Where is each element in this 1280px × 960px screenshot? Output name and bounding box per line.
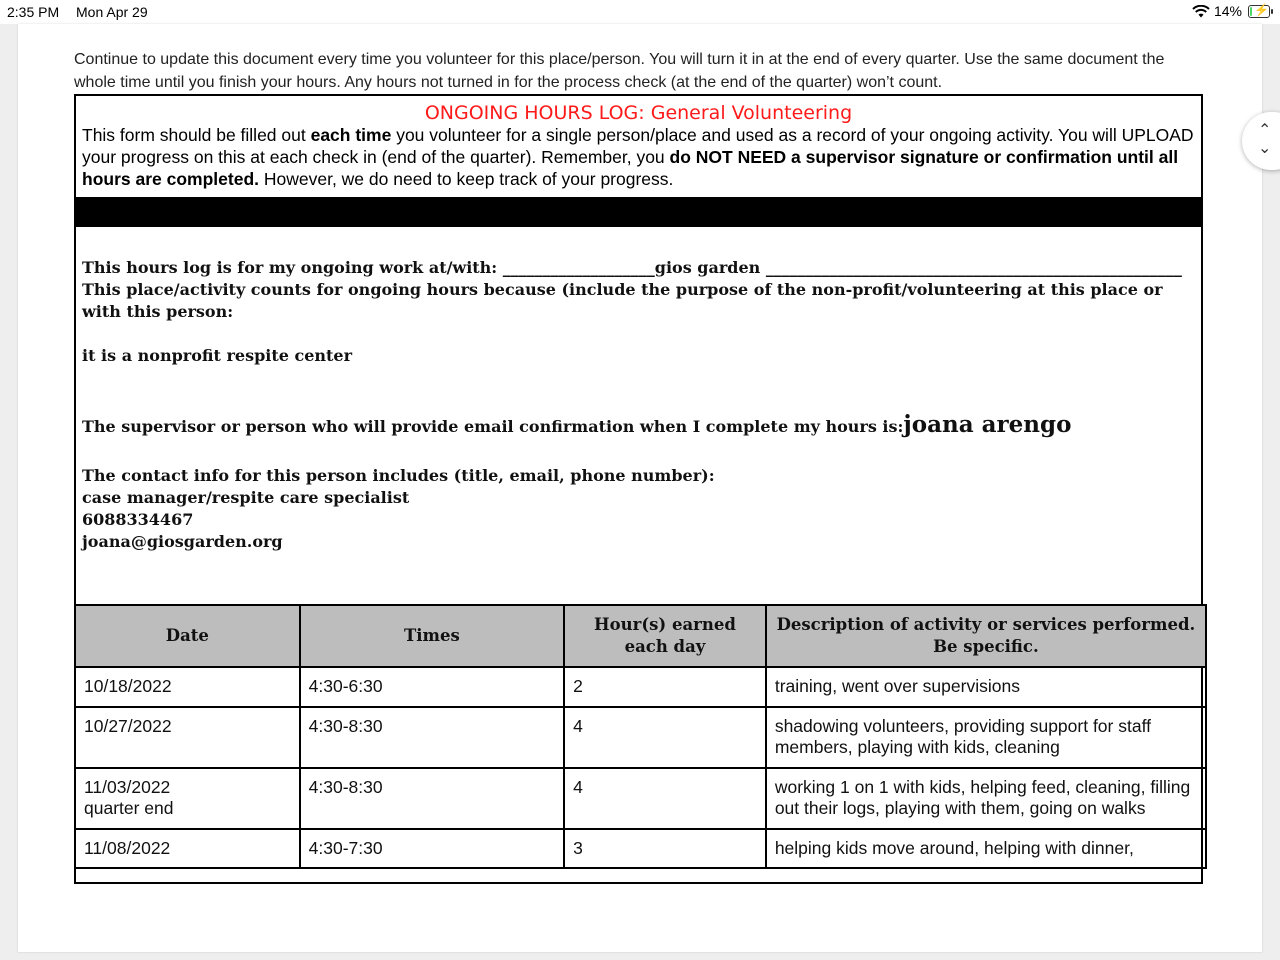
table-row <box>75 829 1206 869</box>
cell-date: 10/18/2022 <box>75 667 300 707</box>
header-description: Description of activity or services performed. Be specific. <box>766 605 1206 667</box>
intro-text: Continue to update this document every time you volunteer for this place/person. You will turn it in at the end of every quarter. Use the same document the whole time until you finish your hours. Any hours not turned in for the process check (at the end of the quarter) won’t count. <box>74 51 1165 91</box>
contact-phone: 6088334467 <box>82 510 194 529</box>
cell-date: 11/08/2022 <box>75 829 300 869</box>
form-instructions: This form should be filled out each time you volunteer for a single person/place and used as a record of your ongoing activity. You will UPLOAD your progress on this at each check in (end of the quarter). Remember, you do NOT NEED a supervisor signature or confirmation until all hours are completed. However, we do need to keep track of your progress. <box>82 125 1194 189</box>
cell-hours: 3 <box>564 829 766 869</box>
status-date: Mon Apr 29 <box>76 4 148 20</box>
cell-date: 10/27/2022 <box>75 707 300 768</box>
contact-title: case manager/respite care specialist <box>82 488 410 507</box>
cell-description: shadowing volunteers, providing support for staff members, playing with kids, cleaning <box>766 707 1206 768</box>
chevron-down-icon[interactable]: ⌄ <box>1258 140 1272 157</box>
section-divider-bar <box>76 197 1201 227</box>
header-hours: Hour(s) earned each day <box>564 605 766 667</box>
status-time: 2:35 PM <box>7 4 60 20</box>
cell-hours: 4 <box>564 707 766 768</box>
hours-log-form <box>74 94 1203 884</box>
cell-description: helping kids move around, helping with dinner, <box>766 829 1206 869</box>
hours-table <box>74 604 1207 869</box>
cell-note: quarter end <box>84 798 174 818</box>
table-row <box>75 667 1206 707</box>
contact-label: The contact info for this person includes (title, email, phone number): <box>82 466 715 485</box>
cell-times: 4:30-6:30 <box>300 667 564 707</box>
cell-hours: 2 <box>564 667 766 707</box>
cell-description: working 1 on 1 with kids, helping feed, cleaning, filling out their logs, playing with them, going on walks <box>766 768 1206 829</box>
status-bar <box>0 0 1280 24</box>
status-right <box>1192 3 1270 19</box>
purpose-answer: it is a nonprofit respite center <box>82 346 353 365</box>
battery-percent: 14% <box>1213 3 1242 19</box>
supervisor-line: The supervisor or person who will provide email confirmation when I complete my hours is:joana arengo <box>82 411 1072 438</box>
cell-times: 4:30-8:30 <box>300 707 564 768</box>
cell-description: training, went over supervisions <box>766 667 1206 707</box>
table-row <box>75 707 1206 768</box>
document-page <box>18 24 1262 952</box>
battery-icon: ⚡ <box>1248 5 1270 18</box>
header-date: Date <box>75 605 300 667</box>
table-header-row <box>75 605 1206 667</box>
cell-date: 11/03/2022 quarter end <box>75 768 300 829</box>
work-location-line: This hours log is for my ongoing work at/with: ___________________gios garden ____________________________________________________ <box>82 258 1182 277</box>
purpose-question: This place/activity counts for ongoing hours because (include the purpose of the non-profit/volunteering at this place or with this person: <box>82 280 1163 321</box>
form-title: ONGOING HOURS LOG: General Volunteering <box>424 102 853 124</box>
table-row <box>75 768 1206 829</box>
cell-times: 4:30-8:30 <box>300 768 564 829</box>
contact-email: joana@giosgarden.org <box>82 532 283 551</box>
chevron-up-icon[interactable]: ⌃ <box>1258 122 1272 139</box>
supervisor-name: joana arengo <box>903 411 1072 438</box>
cell-times: 4:30-7:30 <box>300 829 564 869</box>
cell-hours: 4 <box>564 768 766 829</box>
wifi-icon <box>1192 5 1210 18</box>
header-times: Times <box>300 605 564 667</box>
